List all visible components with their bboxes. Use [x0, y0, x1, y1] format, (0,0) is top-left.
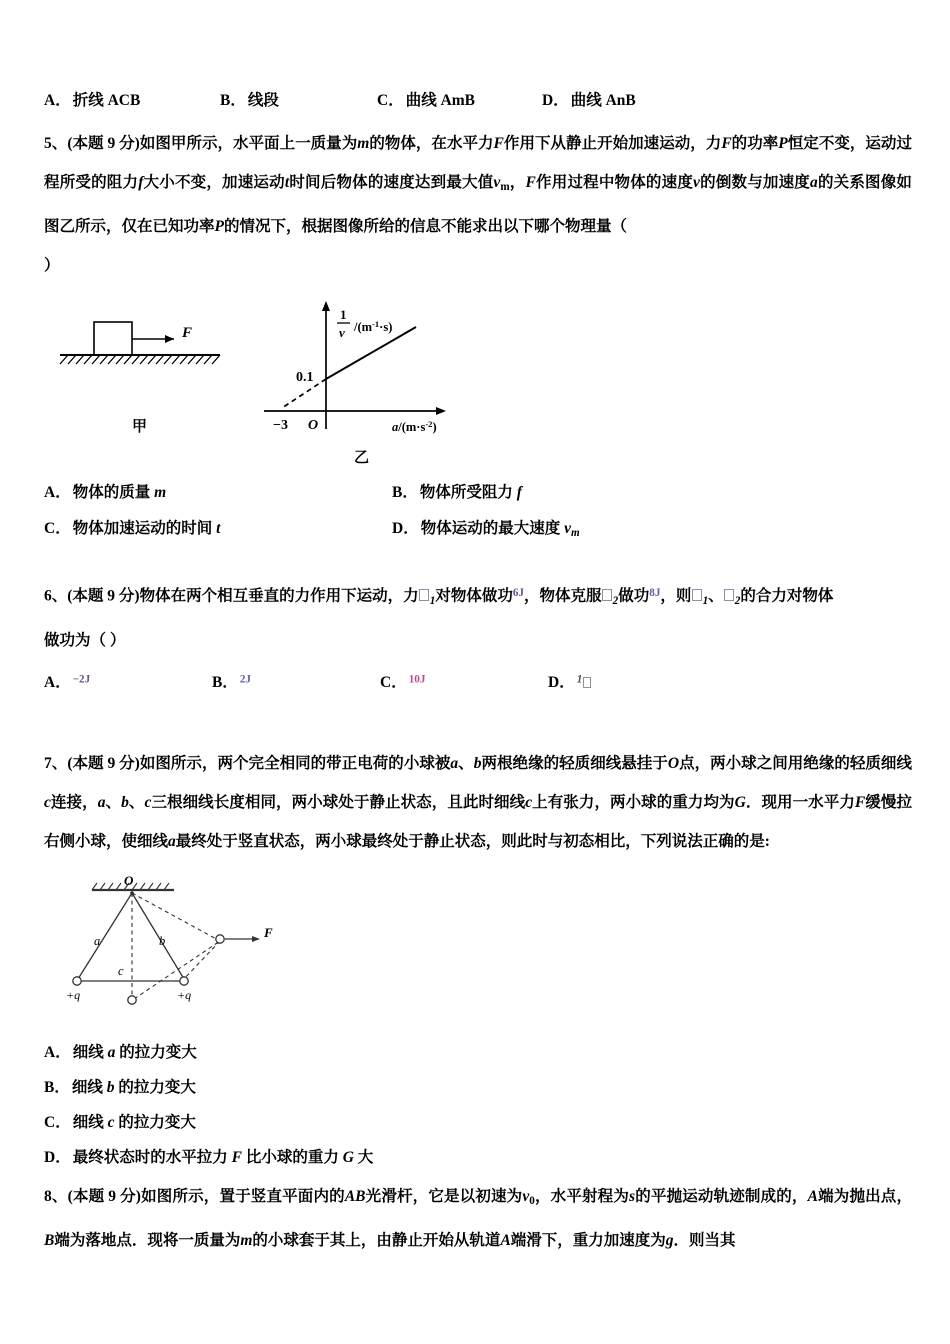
question-7-stem [44, 744, 912, 861]
q6-stem-part-3: ，物体克服 [524, 587, 602, 605]
q8-var-a-1: A [807, 1187, 818, 1205]
two-charged-balls-strings-diagram-svg [62, 869, 292, 1019]
q5-var-m: m [357, 135, 370, 152]
x-axis-label: $a/(m\cdot s^{-2})$ [392, 419, 437, 435]
q7-var-b-2: b [121, 793, 129, 811]
q4-option-d[interactable] [542, 88, 636, 110]
q7-option-a-label: A． [44, 1043, 71, 1061]
q7-options [44, 1035, 912, 1175]
missing-glyph-icon-2 [602, 589, 612, 602]
q7-option-a-var: a [107, 1043, 116, 1061]
charge-label-left: +q [66, 987, 81, 1002]
q5-stem-part-10: 的倒数与加速度 [699, 174, 810, 191]
y-axis-unit: $/(m^{-1}\cdot s)$ [354, 319, 393, 335]
q4-option-b[interactable] [220, 88, 279, 110]
q7-stem-part-7: 、 [128, 793, 145, 811]
q7-stem-part-3: 两根绝缘的轻质细线悬挂于 [481, 754, 668, 772]
q5-var-vm-sub: m [500, 181, 510, 194]
q5-stem-part-6: 大小不变，加速运动 [143, 174, 285, 191]
q6-symbol-4-subscript: 2 [734, 594, 741, 607]
q5-figure-block-on-surface [52, 297, 227, 436]
q5-options-row-1 [44, 480, 912, 516]
q4-option-b-text: 线段 [247, 92, 279, 109]
q5-option-a-label: A． [44, 484, 71, 502]
q4-option-c-text: 曲线 AmB [405, 92, 476, 109]
q4-option-c[interactable] [377, 88, 475, 110]
q7-option-d-post: 大 [353, 1148, 374, 1166]
q6-stem-part-6: 、 [708, 587, 724, 605]
q7-option-c[interactable] [44, 1105, 912, 1140]
q7-option-b-label: B． [44, 1078, 70, 1096]
q7-stem-part-2: 、 [458, 754, 474, 772]
q7-option-c-label: C． [44, 1113, 71, 1131]
ball-final-right [216, 935, 224, 943]
q5-var-f-1: F [493, 135, 504, 152]
q8-var-b: B [44, 1232, 55, 1249]
string-b [132, 893, 184, 979]
q6-stem-part-2: 对物体做功 [435, 587, 513, 605]
q5-stem-part-3: 作用下从静止开始加速运动，力 [503, 135, 722, 152]
q5-var-v: v [693, 174, 700, 191]
q7-var-f: F [854, 793, 866, 811]
q5-figure-graph [244, 289, 479, 467]
q7-option-a[interactable] [44, 1035, 912, 1070]
q5-stem-part-5: 恒定不变，运动过程所受的阻力 [44, 135, 912, 191]
q5-stem-part-1: 如图甲所示，水平面上一质量为 [139, 135, 358, 152]
inverse-velocity-vs-acceleration-graph-svg [244, 289, 479, 439]
q7-stem-part-12: 最终处于竖直状态，两小球最终处于静止状态，则此时与初态相比，下列说法正确的是: [175, 832, 770, 850]
block-shape [94, 322, 132, 355]
q5-stem-part-12: 的情况下，根据图像所给的信息不能求出以下哪个物理量（ [223, 218, 627, 236]
q5-stem-part-13: ） [44, 257, 60, 275]
x-intercept-label: −3 [273, 418, 288, 434]
q6-option-a-label: A． [44, 673, 71, 691]
q8-stem-part-7: 的小球套于其上，由静止开始从轨道 [252, 1232, 501, 1249]
ball-final-lower [128, 996, 136, 1004]
q8-var-v0-sub: 0 [529, 1195, 535, 1207]
q5-stem-part-8: ， [509, 174, 526, 191]
q8-stem-part-3: ，水平射程为 [534, 1187, 630, 1205]
q7-stem-part-1: 如图所示，两个完全相同的带正电荷的小球被 [139, 754, 451, 772]
q7-var-a-3: a [168, 832, 176, 850]
q7-stem-part-8: 三根细线长度相同，两小球处于静止状态，且此时细线 [151, 793, 526, 811]
q5-option-c-var: t [216, 520, 221, 538]
q6-symbol-3-subscript: 1 [702, 594, 709, 607]
q5-var-p-1: P [778, 135, 788, 152]
q5-var-a: a [810, 174, 818, 191]
q7-stem-part-9: 上有张力，两小球的重力均为 [532, 793, 735, 811]
q7-figure [44, 869, 912, 1029]
y-axis-numerator: 1 [340, 307, 347, 323]
q4-option-d-text: 曲线 AnB [570, 92, 636, 109]
q7-stem-part-5: 连接， [50, 793, 98, 811]
q6-symbol-2-subscript: 2 [612, 594, 619, 607]
q7-stem-part-6: 、 [105, 793, 122, 811]
q8-var-v0: v [522, 1187, 530, 1205]
y-axis-denominator: v [339, 325, 345, 341]
q7-option-d-mid: 比小球的重力 [241, 1148, 343, 1166]
q7-option-c-post: 的拉力变大 [114, 1113, 196, 1131]
q6-option-d[interactable] [548, 670, 592, 692]
q8-var-s: s [629, 1187, 636, 1205]
block-force-diagram-svg [52, 297, 227, 402]
q5-figure-group [44, 289, 912, 474]
ball-left [73, 977, 81, 985]
q5-options-row-2 [44, 516, 912, 552]
q7-figure-holder [62, 869, 292, 1024]
auxiliary-dashed-line [182, 941, 220, 981]
q5-options [44, 480, 912, 552]
q6-options-row [44, 670, 912, 710]
q7-var-a-2: a [97, 793, 106, 811]
q5-option-b[interactable] [392, 480, 522, 502]
q5-option-c-text: 物体加速运动的时间 [72, 520, 217, 538]
q5-stem-part-11: 的关系图像如图乙所示，仅在已知功率 [44, 174, 912, 236]
q8-stem-part-2: 光滑杆，它是以初速为 [365, 1187, 523, 1205]
q6-option-c[interactable] [380, 670, 425, 692]
q6-stem-part-5: ，则 [660, 587, 692, 605]
q6-option-b-text: 2J [239, 673, 251, 686]
string-b-label: b [159, 933, 166, 948]
force-arrow-head-q7 [252, 936, 260, 942]
force-label-F-q7: F [264, 924, 273, 940]
y-axis-arrow [322, 301, 330, 311]
q7-stem-part-4: 点，两小球之间用绝缘的轻质细线 [679, 754, 912, 772]
q6-option-b-label: B． [212, 673, 238, 691]
q5-var-f-2: F [721, 135, 732, 152]
string-a-label: a [94, 933, 101, 948]
q4-option-b-label: B． [220, 92, 246, 109]
q7-option-b-post: 的拉力变大 [114, 1078, 196, 1096]
q5-number: 5、 [44, 135, 68, 152]
q5-stem-part-9: 作用过程中物体的速度 [535, 174, 694, 191]
q7-option-b-var: b [106, 1078, 115, 1096]
q8-stem-part-5: 端为抛出点， [817, 1187, 912, 1205]
q6-option-c-label: C． [380, 673, 407, 691]
missing-glyph-icon-3 [692, 589, 702, 602]
charge-label-right: +q [177, 987, 192, 1002]
q4-option-c-label: C． [377, 92, 404, 109]
q7-option-b-pre: 细线 [71, 1078, 107, 1096]
q7-var-b-1: b [473, 754, 482, 772]
q7-option-c-pre: 细线 [72, 1113, 108, 1131]
q6-work-value-1: 6J [512, 587, 524, 600]
q7-stem-part-11: 缓慢拉右侧小球，使细线 [44, 793, 912, 850]
q7-option-c-var: c [107, 1113, 115, 1131]
q7-var-a-1: a [450, 754, 459, 772]
q7-option-a-post: 的拉力变大 [115, 1043, 197, 1061]
q7-var-c-2: c [144, 793, 152, 811]
q5-option-a-text: 物体的质量 [72, 484, 155, 502]
q7-var-c-3: c [525, 793, 533, 811]
q5-figure-left-caption: 甲 [131, 419, 147, 436]
q6-option-d-text: 1 [576, 673, 583, 686]
q8-stem-part-6: 端为落地点．现将一质量为 [54, 1232, 241, 1249]
q7-var-c-1: c [44, 793, 51, 811]
q5-var-f-resist: f [138, 174, 144, 191]
q4-options-row [44, 88, 912, 118]
q5-var-vm: v [493, 174, 501, 191]
string-c-label: c [118, 963, 124, 978]
question-5-stem [44, 124, 912, 285]
q5-option-b-label: B． [392, 484, 418, 502]
q7-option-d-pre: 最终状态时的水平拉力 [72, 1148, 232, 1166]
q5-option-a[interactable] [44, 480, 166, 502]
q5-var-f-3: F [525, 174, 536, 191]
q5-option-d-text: 物体运动的最大速度 [420, 520, 565, 538]
q7-option-d-var: F [231, 1148, 242, 1166]
q8-stem-part-4: 的平抛运动轨迹制成的， [635, 1187, 808, 1205]
q6-option-d-label: D． [548, 673, 575, 691]
q5-var-p-2: P [214, 218, 224, 236]
q5-option-d-var-sub: m [570, 527, 580, 540]
q4-option-a[interactable] [44, 88, 140, 110]
q5-option-c[interactable] [44, 516, 220, 538]
q8-stem-part-1: 如图所示，置于竖直平面内的 [140, 1187, 345, 1205]
q6-option-c-text: 10J [408, 673, 426, 686]
page-content [44, 88, 912, 1260]
q7-option-d-label: D． [44, 1148, 71, 1166]
q8-stem-part-9: ．则当其 [673, 1232, 736, 1249]
q5-option-b-var: f [516, 484, 522, 502]
q5-option-d-label: D． [392, 520, 419, 538]
force-arrow-head [165, 335, 174, 343]
string-a [78, 893, 132, 979]
q5-stem-part-4: 的功率 [731, 135, 779, 152]
q8-var-g: g [665, 1232, 674, 1249]
q6-option-a[interactable] [44, 670, 90, 692]
q5-var-t: t [284, 174, 290, 191]
point-o-label: O [124, 872, 134, 888]
q7-var-g: G [734, 793, 746, 811]
q7-option-d-var2: G [342, 1148, 354, 1166]
origin-label: O [308, 418, 319, 434]
q5-option-d-var: v [564, 520, 571, 538]
q7-var-o: O [667, 754, 680, 772]
q8-var-a-2: A [500, 1232, 511, 1249]
q4-option-a-label: A． [44, 92, 71, 109]
q7-stem-part-10: ．现用一水平力 [745, 793, 855, 811]
question-6-stem [44, 574, 912, 660]
q6-option-a-text: −2J [72, 673, 91, 686]
missing-glyph-icon-5 [583, 677, 591, 687]
q7-option-a-pre: 细线 [72, 1043, 108, 1061]
q8-number: 8、 [44, 1187, 68, 1205]
y-intercept-label: 0.1 [296, 370, 314, 386]
q6-option-b[interactable] [212, 670, 251, 692]
q5-stem-part-7: 时间后物体的速度达到最大值 [289, 174, 494, 191]
string-b-final-dashed [132, 893, 220, 941]
q6-number: 6、 [44, 587, 68, 605]
q5-figure-right-caption: 乙 [353, 450, 369, 467]
q4-option-d-label: D． [542, 92, 569, 109]
q5-option-d[interactable] [392, 516, 580, 539]
q5-stem-part-2: 的物体，在水平力 [369, 135, 494, 152]
ground-hatching [60, 355, 220, 364]
q8-var-ab: AB [344, 1187, 366, 1205]
missing-glyph-icon-4 [724, 589, 734, 602]
missing-glyph-icon-1 [419, 589, 429, 602]
x-axis-arrow [436, 407, 446, 415]
q8-marks: (本题 9 分) [67, 1187, 141, 1205]
force-label-F: F [182, 325, 193, 342]
q7-option-d[interactable] [44, 1140, 912, 1175]
q6-stem-part-7: 的合力对物体 [740, 587, 834, 605]
q6-stem-part-4: 做功 [618, 587, 650, 605]
question-8-stem [44, 1177, 912, 1260]
q8-stem-part-8: 端滑下，重力加速度为 [510, 1232, 666, 1249]
q6-symbol-1-subscript: 1 [429, 594, 436, 607]
q6-stem-part-1: 物体在两个相互垂直的力作用下运动，力 [139, 587, 419, 605]
q4-option-a-text: 折线 ACB [72, 92, 141, 109]
q7-marks: (本题 9 分) [67, 754, 140, 772]
y-axis-label-group [337, 307, 392, 340]
ball-right [180, 977, 188, 985]
q6-work-value-2: 8J [649, 587, 661, 600]
q5-option-b-text: 物体所受阻力 [419, 484, 517, 502]
q5-option-a-var: m [154, 484, 167, 502]
q6-marks: (本题 9 分) [67, 587, 140, 605]
q7-option-b[interactable] [44, 1070, 912, 1105]
q5-option-c-label: C． [44, 520, 71, 538]
q8-var-m: m [240, 1232, 253, 1249]
q7-number: 7、 [44, 754, 68, 772]
q6-stem-part-8: 做功为（ ） [44, 631, 126, 649]
q5-marks: (本题 9 分) [67, 135, 140, 152]
